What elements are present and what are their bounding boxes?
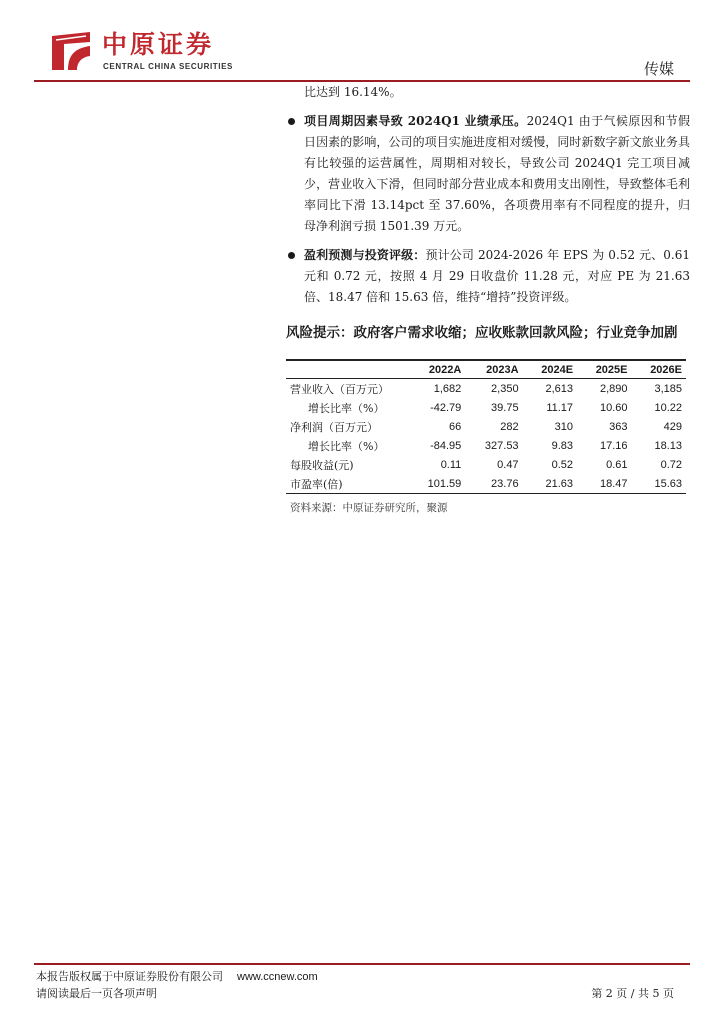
footer-website-link[interactable]: www.ccnew.com [237,971,318,983]
industry-section-label: 传媒 [643,60,674,78]
table-row [286,436,686,455]
table-cell: 429 [663,420,682,433]
bullet-title: 盈利预测与投资评级： [304,248,426,262]
table-row [286,474,686,494]
table-source-note: 资料来源：中原证券研究所，聚源 [290,502,448,514]
risk-warning: 风险提示：政府客户需求收缩；应收账款回款风险；行业竞争加剧 [286,325,678,341]
row-label: 增长比率（%） [308,439,385,453]
table-cell: 9.83 [551,439,574,452]
table-cell: 2,890 [599,382,628,395]
table-cell: 282 [500,420,519,433]
page-number: 第 2 页 / 共 5 页 [591,987,674,1000]
row-label: 净利润（百万元） [290,420,378,434]
table-header-row [286,360,686,379]
bullet-forecast-rating [286,245,690,308]
row-label: 市盈率(倍) [286,474,408,494]
brand-name-cn: 中原证券 [102,30,215,59]
table-row [286,417,686,436]
footer-divider [34,963,690,965]
table-cell: 327.53 [484,439,519,452]
footer-copyright-line [36,968,318,984]
bullet-dot-icon [288,252,295,259]
table-cell: 2,613 [545,382,574,395]
column-header: 2026E [632,360,687,379]
table-cell: 0.52 [551,458,574,471]
bullet-dot-icon [288,118,295,125]
table-cell: 10.22 [654,401,682,414]
row-label: 每股收益(元) [290,458,354,472]
report-body [286,82,690,345]
table-cell: -84.95 [430,439,462,452]
table-cell: 1,682 [433,382,462,395]
table-cell: 18.47 [577,474,631,494]
table-cell: 21.63 [523,474,577,494]
table-cell: 363 [609,420,628,433]
footer-notice: 请阅读最后一页各项声明 [36,987,157,1000]
row-label: 营业收入（百万元） [290,382,389,396]
table-cell: 17.16 [599,439,628,452]
table-cell: 66 [449,420,462,433]
table-cell: -42.79 [430,401,462,414]
table-cell: 0.61 [606,458,628,471]
table-cell: 10.60 [599,401,628,414]
table-cell: 3,185 [654,382,682,395]
table-cell: 310 [554,420,574,433]
table-row [286,398,686,417]
table-cell: 18.13 [654,439,682,452]
column-header: 2024E [523,360,577,379]
report-header [0,0,724,80]
column-header: 2022A [408,360,465,379]
bullet-q1-performance [286,111,690,237]
table-cell: 0.11 [440,458,462,471]
table-cell: 0.72 [660,458,682,471]
table-cell: 2,350 [491,382,519,395]
table-cell: 23.76 [465,474,522,494]
column-header: 2025E [577,360,631,379]
footer-copyright: 本报告版权属于中原证券股份有限公司 [36,970,223,983]
bullet-title: 项目周期因素导致 2024Q1 业绩承压。 [304,114,527,128]
row-label: 增长比率（%） [308,401,385,415]
bullet-text: 2024Q1 由于气候原因和节假日因素的影响，公司的项目实施进度相对缓慢，同时新数字新文旅业务具有比较强的运营属性，周期相对较长，导致公司 2024Q1 完工项目减少，营业收入下滑，但同时部分营业成本和费用支出刚性，导致整体毛利率同比下滑 13.14pct 至 37.60%，各项费用率有不同程度的提升，归母净利润亏损 1501.39 万元。 [304,114,691,233]
table-cell: 15.63 [632,474,687,494]
column-header: 2023A [465,360,522,379]
table-row [286,379,686,399]
table-cell: 11.17 [546,401,574,414]
table-cell: 0.47 [497,458,519,471]
table-cell: 39.75 [491,401,519,414]
column-header [286,360,408,379]
financial-forecast-table [286,359,686,494]
continued-paragraph: 比达到 16.14%。 [304,85,402,99]
brand-name-en: CENTRAL CHINA SECURITIES [103,62,233,71]
company-logo [50,30,92,72]
table-cell: 101.59 [408,474,465,494]
bullet-text: 预计公司 2024-2026 年 EPS 为 0.52 元、0.61 元和 0.72 元，按照 4 月 29 日收盘价 11.28 元，对应 PE 为 21.63 倍、18.47 倍和 15.63 倍，维持“增持”投资评级。 [304,248,690,304]
table-row [286,455,686,474]
